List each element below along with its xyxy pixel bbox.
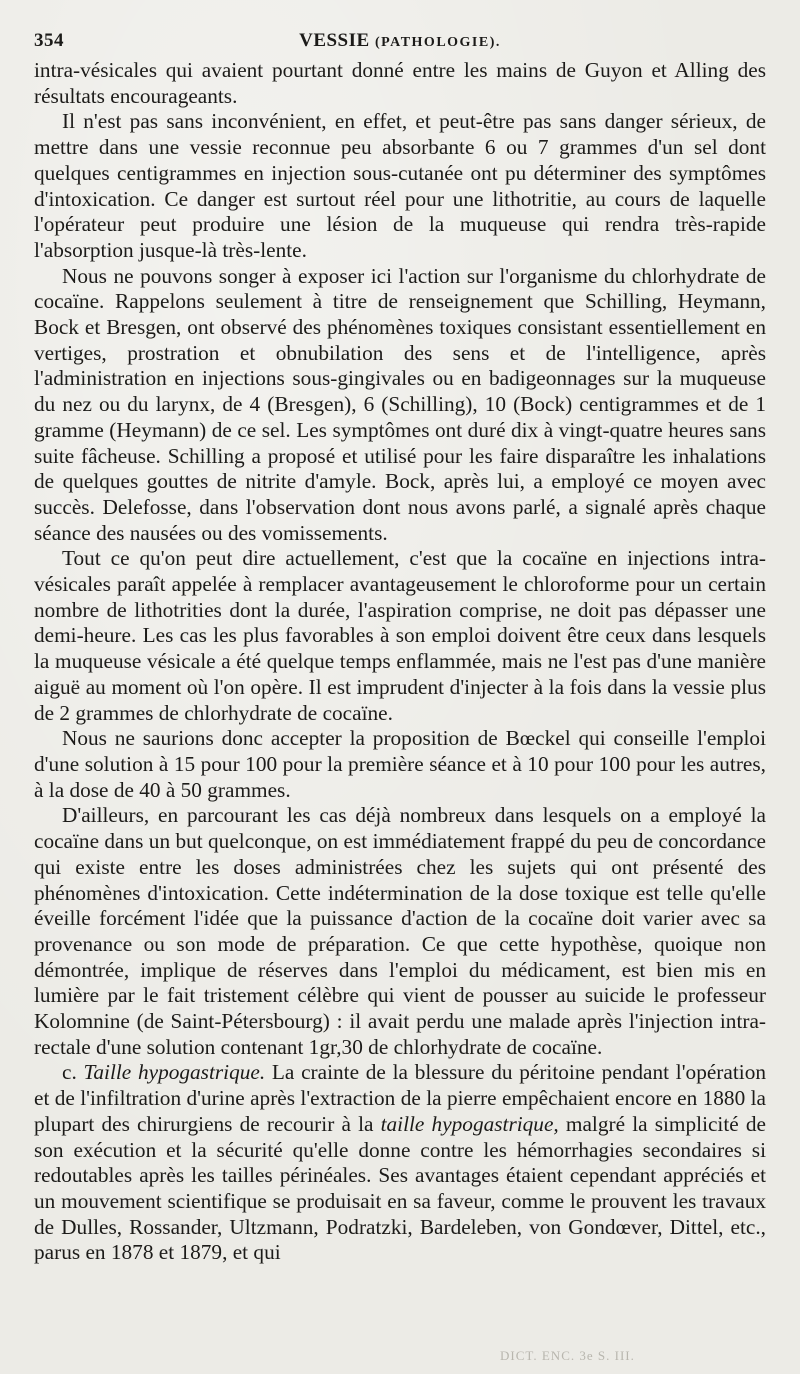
section-c-paragraph	[34, 1060, 766, 1266]
paragraph: Tout ce qu'on peut dire actuellement, c'est que la cocaïne en injections intra-vésicales paraît appelée à remplacer avantageusement le chloroforme pour un certain nombre de lithotrities dont la durée, l'aspiration comprise, ne doit pas dépasser une demi-heure. Les cas les plus favorables à son emploi doivent être ceux dans lesquels la muqueuse vésicale a été quelque temps enflammée, mais ne l'est pas d'une manière aiguë au moment où l'on opère. Il est imprudent d'injecter à la fois dans la vessie plus de 2 grammes de chlorhydrate de cocaïne.	[34, 546, 766, 725]
section-title: Taille hypogastrique.	[83, 1060, 266, 1085]
running-title-subtitle: (PATHOLOGIE).	[374, 35, 501, 50]
running-title	[34, 30, 766, 52]
page-number: 354	[34, 30, 64, 51]
running-title-main: VESSIE	[299, 30, 370, 51]
body-text	[34, 58, 766, 1266]
section-italic-term: taille hypogastrique,	[380, 1111, 559, 1136]
paragraph: Nous ne pouvons songer à exposer ici l'action sur l'organisme du chlorhydrate de cocaïne. Rappelons seulement à titre de renseignement que Schilling, Heymann, Bock et Bresgen, ont observé des phénomènes toxiques consistant essentiellement en vertiges, prostration et obnubilation des sens et de l'intelligence, après l'administration en injections sous-gingivales ou en badigeonnages sur la muqueuse du nez ou du larynx, de 4 (Bresgen), 6 (Schilling), 10 (Bock) centigrammes et de 1 gramme (Heymann) de ce sel. Les symptômes ont duré dix à vingt-quatre heures sans suite fâcheuse. Schilling a proposé et utilisé pour les faire disparaître les inhalations de quelques gouttes de nitrite d'amyle. Bock, après lui, a employé ce moyen avec succès. Delefosse, dans l'observation dont nous avons parlé, a signalé après chaque séance des nausées ou des vomissements.	[34, 263, 766, 545]
section-text-after: malgré la simplicité de son exécution et la sécurité qu'elle donne contre les hémorrhagies secondaires si redoutables après les tailles périnéales. Ses avantages étaient cependant appréciés et un mouvement scientifique se produisait en sa faveur, comme le prouvent les travaux de Dulles, Rossander, Ultzmann, Podratzki, Bardeleben, von Gondœver, Dittel, etc., parus en 1878 et 1879, et qui	[34, 1111, 766, 1265]
page-header	[34, 24, 766, 58]
paragraph-continued: intra-vésicales qui avaient pourtant donné entre les mains de Guyon et Alling des résultats encourageants.	[34, 58, 766, 108]
paragraph: Nous ne saurions donc accepter la proposition de Bœckel qui conseille l'emploi d'une solution à 15 pour 100 pour la première séance et à 10 pour 100 pour les autres, à la dose de 40 à 50 grammes.	[34, 726, 766, 802]
section-text-before: La crainte de la blessure du péritoine pendant l'opération et de l'infiltration d'urine après l'extraction de la pierre empêchaient encore en 1880 la plupart des chirurgiens de recourir à la	[34, 1060, 766, 1136]
section-label: c.	[62, 1060, 77, 1085]
printer-signature: DICT. ENC. 3e S. III.	[500, 1348, 635, 1363]
paragraph: D'ailleurs, en parcourant les cas déjà nombreux dans lesquels on a employé la cocaïne dans un but quelconque, on est immédiatement frappé du peu de concordance qui existe entre les doses administrées chez les sujets qui ont présenté des phénomènes d'intoxication. Cette indétermination de la dose toxique est telle qu'elle éveille forcément l'idée que la puissance d'action de la cocaïne doit varier avec sa provenance ou son mode de préparation. Ce que cette hypothèse, quoique non démontrée, implique de réserves dans l'emploi du médicament, est bien mis en lumière par le fait tristement célèbre qui vient de pousser au suicide le professeur Kolomnine (de Saint-Pétersbourg) : il avait perdu une malade après l'injection intra-rectale d'une solution contenant 1gr,30 de chlorhydrate de cocaïne.	[34, 803, 766, 1059]
paragraph: Il n'est pas sans inconvénient, en effet, et peut-être pas sans danger sérieux, de mettre dans une vessie reconnue peu absorbante 6 ou 7 grammes d'un sel dont quelques centigrammes en injection sous-cutanée ont pu déterminer des symptômes d'intoxication. Ce danger est surtout réel pour une lithotritie, au cours de laquelle l'opérateur peut produire une lésion de la muqueuse qui rendra très-rapide l'absorption jusque-là très-lente.	[34, 109, 766, 262]
